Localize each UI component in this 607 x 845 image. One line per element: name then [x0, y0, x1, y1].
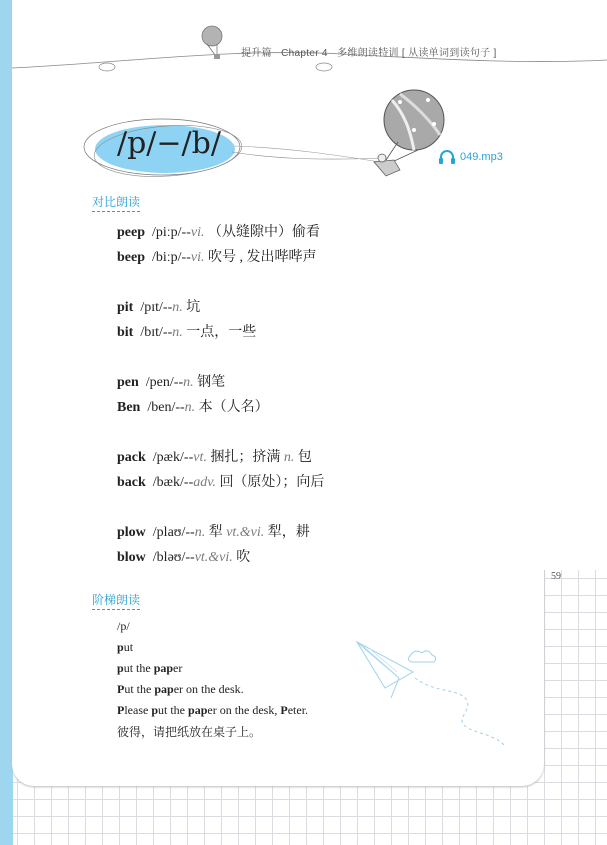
entry-pos: n.: [194, 525, 206, 540]
ladder-text: er on the desk.: [173, 682, 244, 696]
entry-meaning: 一点，一些: [186, 325, 257, 340]
entry-pos: n.: [183, 375, 194, 390]
entry-meaning-2: 犁，耕: [267, 525, 310, 540]
entry-pos: n.: [172, 300, 183, 315]
ladder-bold: P: [117, 703, 125, 717]
word-entry: [117, 446, 312, 466]
entry-meaning: 本（人名）: [198, 400, 269, 415]
ladder-text: ut the: [158, 703, 189, 717]
word-entry: [117, 471, 324, 491]
entry-ipa: /bæk/--: [152, 475, 194, 490]
entry-pos: vi.: [190, 250, 205, 265]
ladder-text: ut the: [124, 682, 155, 696]
ladder-bold: pap: [188, 703, 208, 717]
entry-word: pen: [117, 375, 139, 390]
entry-meaning-2: 包: [297, 450, 312, 465]
ladder-bold: pap: [154, 682, 174, 696]
ladder-bold: p: [151, 703, 159, 717]
entry-meaning: 吹: [236, 550, 251, 565]
word-entry: [117, 296, 200, 316]
entry-word: Ben: [117, 400, 141, 415]
entry-meaning: 坑: [186, 300, 201, 315]
entry-ipa: /bɪt/--: [140, 325, 173, 340]
ladder-line: [117, 661, 182, 676]
ladder-text: /p/: [117, 619, 130, 633]
word-entry: [117, 396, 269, 416]
entry-pos: vt.&vi.: [194, 550, 233, 565]
header-section: 提升篇: [241, 48, 272, 59]
entry-ipa: /piːp/--: [152, 225, 191, 240]
entry-word: bit: [117, 325, 134, 340]
entry-pos: n.: [172, 325, 183, 340]
page-card-top-right: [535, 0, 607, 570]
small-balloon-icon: [201, 25, 229, 65]
entry-meaning: 犁: [208, 525, 223, 540]
section-title-ladder: 阶梯朗读: [92, 591, 140, 610]
entry-ipa: /biːp/--: [152, 250, 191, 265]
ladder-bold: P: [280, 703, 288, 717]
ladder-text: er on the desk,: [207, 703, 281, 717]
entry-ipa: /plaʊ/--: [152, 525, 195, 540]
header-chapter: Chapter 4: [281, 48, 328, 59]
entry-meaning: 吹号 , 发出哔哔声: [208, 250, 317, 265]
entry-word: pit: [117, 300, 134, 315]
entry-ipa: /pæk/--: [152, 450, 194, 465]
ladder-bold: P: [117, 682, 125, 696]
audio-filename: 049.mp3: [460, 151, 503, 163]
headphones-icon: [438, 149, 456, 165]
ladder-translation: 彼得，请把纸放在桌子上。: [117, 725, 262, 739]
ladder-text: lease: [124, 703, 152, 717]
entry-pos: vt.: [193, 450, 207, 465]
ladder-line: [117, 619, 130, 634]
ladder-line: [117, 682, 244, 697]
entry-ipa: /pen/--: [145, 375, 184, 390]
page-title: /p/−/b/: [117, 126, 221, 161]
word-entry: [117, 321, 256, 341]
entry-pos: vi.: [190, 225, 205, 240]
entry-meaning: （从缝隙中）偷看: [208, 225, 320, 240]
ladder-line: [117, 640, 133, 655]
entry-pos-2: n.: [283, 450, 295, 465]
word-entry: [117, 371, 225, 391]
entry-meaning: 钢笔: [197, 375, 226, 390]
entry-word: blow: [117, 550, 146, 565]
entry-word: pack: [117, 450, 146, 465]
entry-pos: n.: [184, 400, 196, 415]
running-header: [241, 44, 497, 59]
entry-ipa: /bləʊ/--: [152, 550, 195, 565]
ladder-bold: pap: [153, 661, 174, 675]
entry-pos-2: vt.&vi.: [226, 525, 265, 540]
ladder-bold: p: [117, 661, 124, 675]
entry-word: peep: [117, 225, 145, 240]
ladder-text: er: [173, 661, 183, 675]
ladder-bold: p: [117, 640, 124, 654]
entry-meaning: 回（原处）；向后: [219, 475, 325, 490]
hot-air-balloon-icon: [360, 90, 450, 190]
entry-word: back: [117, 475, 146, 490]
header-topic: 多维朗读特训 [ 从读单词到读句子 ]: [337, 48, 497, 59]
ladder-text: ut the: [123, 661, 154, 675]
entry-word: plow: [117, 525, 146, 540]
entry-pos: adv.: [193, 475, 216, 490]
word-entry: [117, 221, 320, 241]
section-title-contrast: 对比朗读: [92, 193, 140, 212]
ladder-line: [117, 703, 308, 718]
word-entry: [117, 246, 317, 266]
entry-meaning: 捆扎；挤满: [210, 450, 281, 465]
entry-ipa: /pɪt/--: [140, 300, 173, 315]
ladder-text: ut: [123, 640, 134, 654]
entry-ipa: /ben/--: [147, 400, 185, 415]
entry-word: beep: [117, 250, 145, 265]
word-entry: [117, 546, 250, 566]
ladder-text: eter.: [287, 703, 309, 717]
page-number: 59: [551, 571, 561, 582]
paper-plane-icon: [355, 638, 515, 748]
audio-track[interactable]: [438, 149, 503, 165]
word-entry: [117, 521, 310, 541]
